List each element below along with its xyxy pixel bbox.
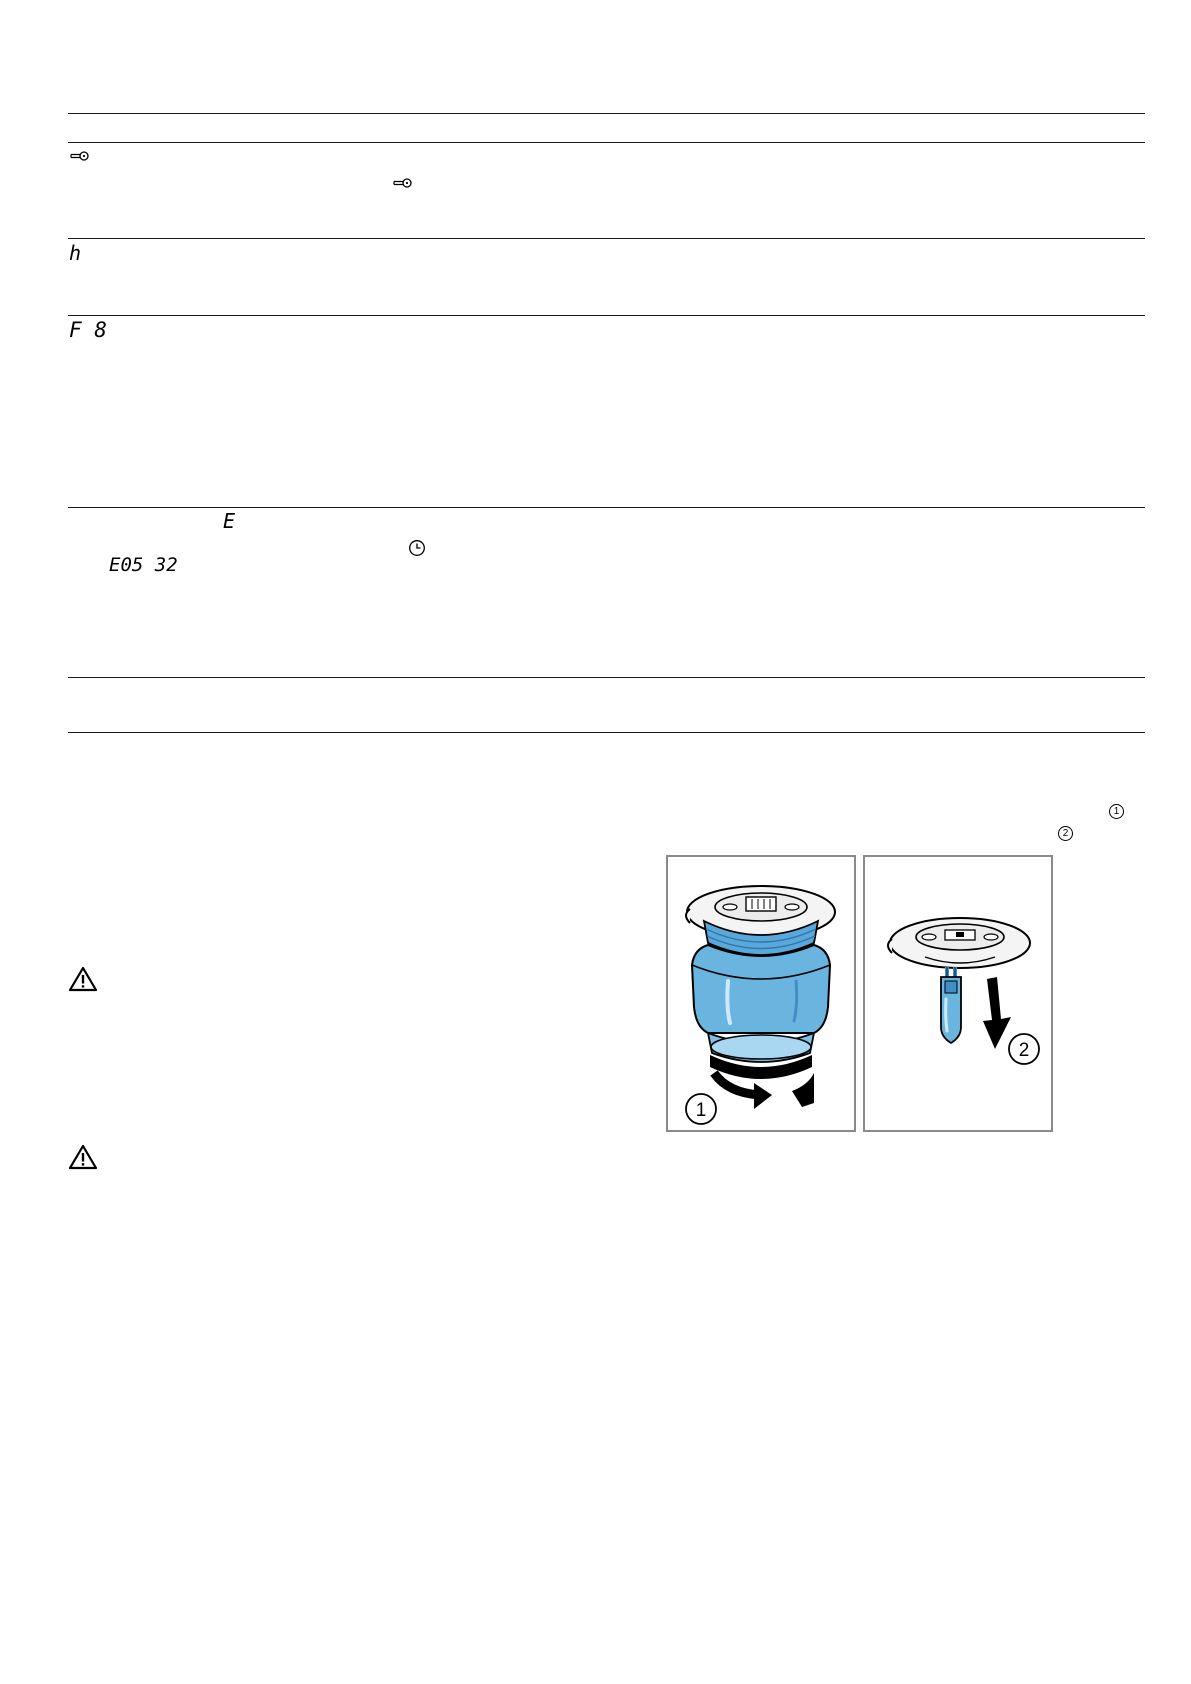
lamp-cover-illustration bbox=[668, 857, 854, 1130]
table-bottom-rule bbox=[68, 732, 1145, 733]
bulb-removal-illustration bbox=[865, 857, 1051, 1130]
table-header-rule bbox=[68, 142, 1145, 143]
display-code-f8: F 8 bbox=[69, 318, 107, 342]
figure-remove-bulb bbox=[863, 855, 1053, 1132]
display-code-e05-32: E05 32 bbox=[109, 554, 178, 576]
key-icon bbox=[70, 150, 90, 162]
table-row-rule bbox=[68, 677, 1145, 678]
clock-icon bbox=[408, 539, 426, 557]
table-row-rule bbox=[68, 507, 1145, 508]
table-top-rule bbox=[68, 113, 1145, 114]
figure-callout-1: 1 bbox=[695, 1100, 707, 1121]
display-code-h: h bbox=[69, 241, 82, 265]
figure-unscrew-lamp-cover bbox=[666, 855, 856, 1132]
table-row-rule bbox=[68, 315, 1145, 316]
key-icon bbox=[393, 177, 413, 189]
step-marker-2: 2 bbox=[1058, 826, 1073, 841]
warning-triangle-icon bbox=[68, 966, 98, 992]
display-code-e: E bbox=[223, 509, 236, 533]
table-row-rule bbox=[68, 238, 1145, 239]
figure-callout-2: 2 bbox=[1018, 1040, 1030, 1061]
warning-triangle-icon bbox=[68, 1144, 98, 1170]
step-marker-1: 1 bbox=[1109, 804, 1124, 819]
